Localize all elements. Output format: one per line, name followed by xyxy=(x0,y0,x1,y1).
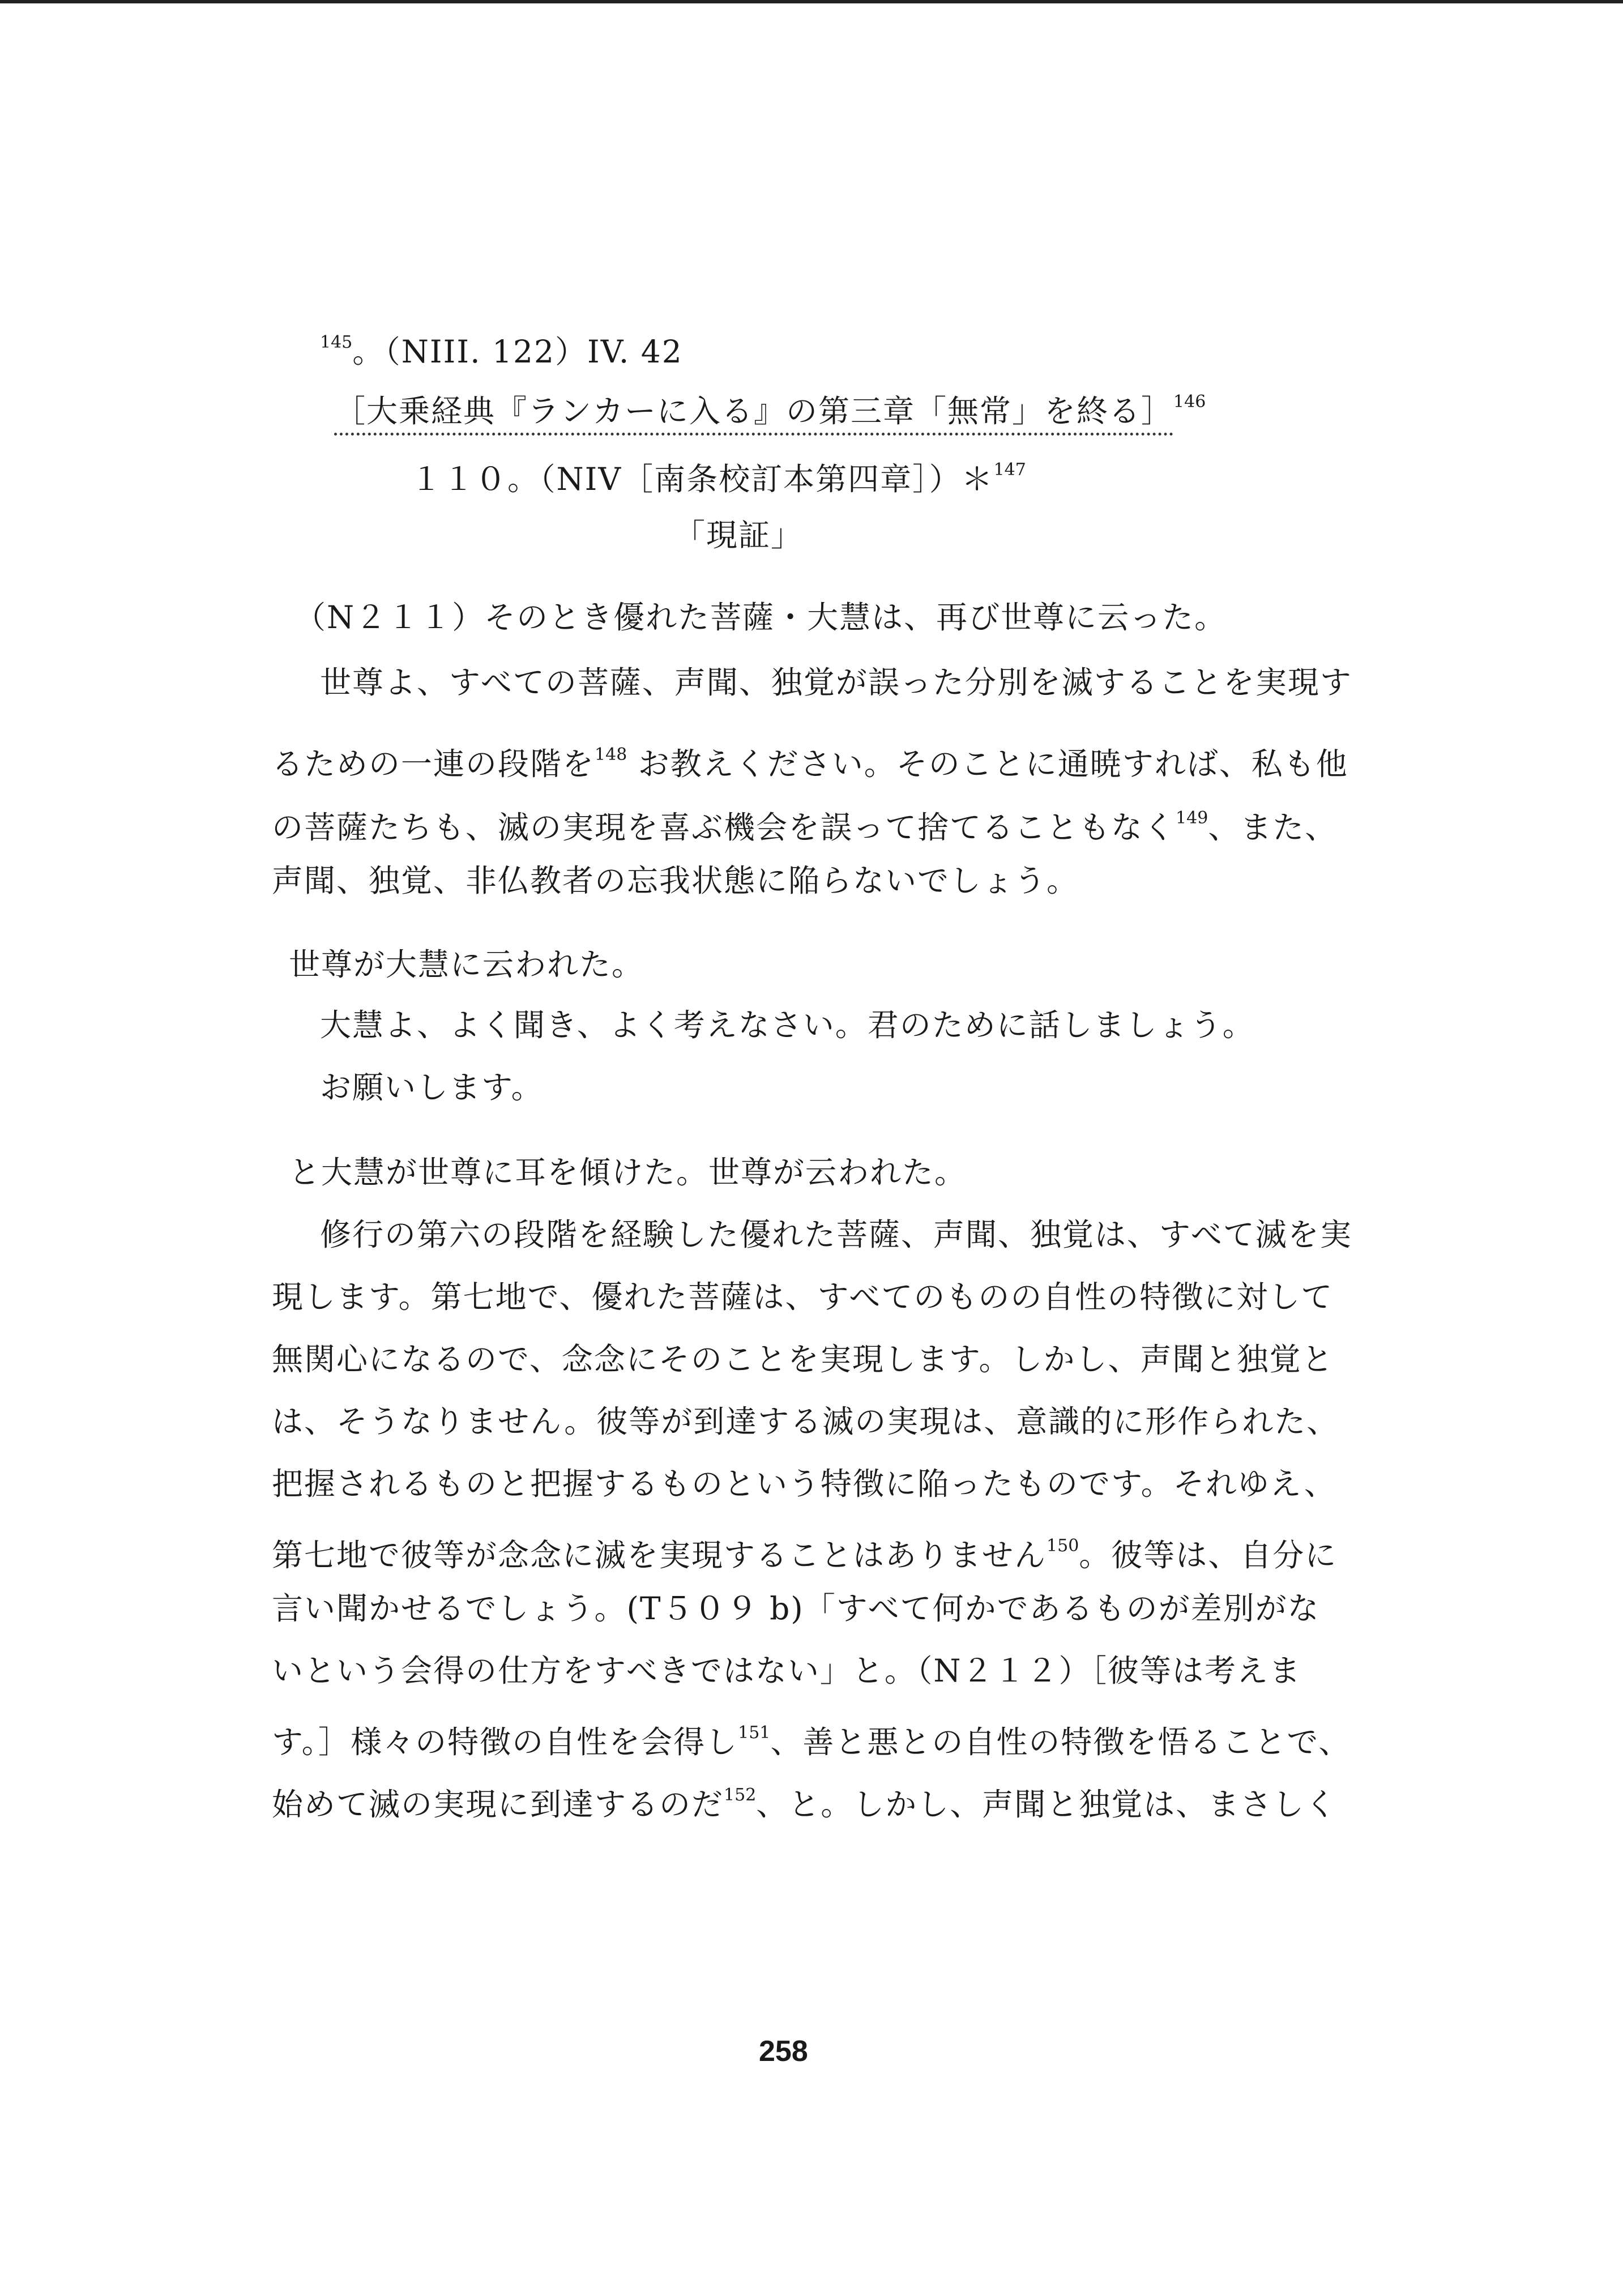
section-title-text: 「現証」 xyxy=(674,517,804,553)
paragraph-line xyxy=(272,1526,1337,1575)
paragraph-line: 無関心になるので、念念にそのことを実現します。しかし、声聞と独覚と xyxy=(272,1341,1334,1377)
paragraph-line: と大慧が世尊に耳を傾けた。世尊が云われた。 xyxy=(289,1154,967,1190)
paragraph-line: は、そうなりません。彼等が到達する滅の実現は、意識的に形作られた、 xyxy=(272,1403,1339,1440)
paragraph-line: 把握されるものと把握するものという特徴に陥ったものです。それゆえ、 xyxy=(272,1466,1336,1502)
paragraph-line xyxy=(272,1776,1337,1824)
paragraph-line: 声聞、独覚、非仏教者の忘我状態に陥らないでしょう。 xyxy=(272,863,1079,899)
footnote-ref: 146 xyxy=(1173,392,1206,412)
chapter-end-line xyxy=(334,382,1206,431)
line-text: 、善と悪との自性の特徴を悟ることで、 xyxy=(770,1724,1351,1760)
section-title xyxy=(674,515,803,555)
section-number-text: １１０。（NIV［南条校訂本第四章］）＊ xyxy=(411,461,994,497)
section-number-line xyxy=(411,450,1026,499)
page-number: 258 xyxy=(759,2035,808,2068)
paragraph-line: お願いします。 xyxy=(320,1069,544,1106)
paragraph-line xyxy=(272,1713,1351,1762)
paragraph-line: 世尊が大慧に云われた。 xyxy=(289,946,644,983)
scan-edge xyxy=(0,0,1623,3)
footnote-ref: 152 xyxy=(724,1785,757,1805)
line-text: 、と。しかし、声聞と独覚は、まさしく xyxy=(756,1786,1338,1823)
heading-ref-line xyxy=(320,323,683,372)
heading-ref-text: 。（NIII. 122）IV. 42 xyxy=(352,334,683,370)
footnote-ref: 149 xyxy=(1176,808,1208,828)
line-text: す。］様々の特徴の自性を会得し xyxy=(272,1724,738,1760)
line-text: るための一連の段階を xyxy=(272,746,595,782)
paragraph-line: （N２１１）そのとき優れた菩薩・大慧は、再び世尊に云った。 xyxy=(294,599,1227,635)
paragraph-line: 世尊よ、すべての菩薩、声聞、独覚が誤った分別を滅することを実現す xyxy=(320,664,1352,701)
paragraph-line: 現します。第七地で、優れた菩薩は、すべてのものの自性の特徴に対して xyxy=(272,1279,1334,1315)
line-text: 始めて滅の実現に到達するのだ xyxy=(272,1786,724,1823)
line-text: 。彼等は、自分に xyxy=(1079,1537,1338,1573)
line-text: 第七地で彼等が念念に滅を実現することはありません xyxy=(272,1537,1047,1573)
paragraph-line xyxy=(272,735,1348,784)
footnote-ref: 145 xyxy=(320,332,353,352)
paragraph-line: 修行の第六の段階を経験した優れた菩薩、声聞、独覚は、すべて滅を実 xyxy=(320,1217,1352,1253)
line-text: の菩薩たちも、滅の実現を喜ぶ機会を誤って捨てることもなく xyxy=(272,809,1176,846)
paragraph-line: 言い聞かせるでしょう。(T５０９ b)「すべて何かであるものが差別がな xyxy=(272,1590,1320,1627)
line-text: お教えください。そのことに通暁すれば、私も他 xyxy=(627,746,1348,782)
footnote-ref: 150 xyxy=(1047,1536,1079,1556)
paragraph-line: 大慧よ、よく聞き、よく考えなさい。君のために話しましょう。 xyxy=(320,1007,1255,1043)
footnote-ref: 147 xyxy=(993,460,1026,480)
line-text: 、また、 xyxy=(1208,809,1338,846)
footnote-ref: 151 xyxy=(738,1723,771,1743)
paragraph-line: いという会得の仕方をすべきではない」と。（N２１２）［彼等は考えま xyxy=(272,1653,1302,1689)
paragraph-line xyxy=(272,799,1337,847)
footnote-ref: 148 xyxy=(595,745,627,765)
chapter-end-text: ［大乗経典『ランカーに入る』の第三章「無常」を終る］ xyxy=(334,393,1173,436)
